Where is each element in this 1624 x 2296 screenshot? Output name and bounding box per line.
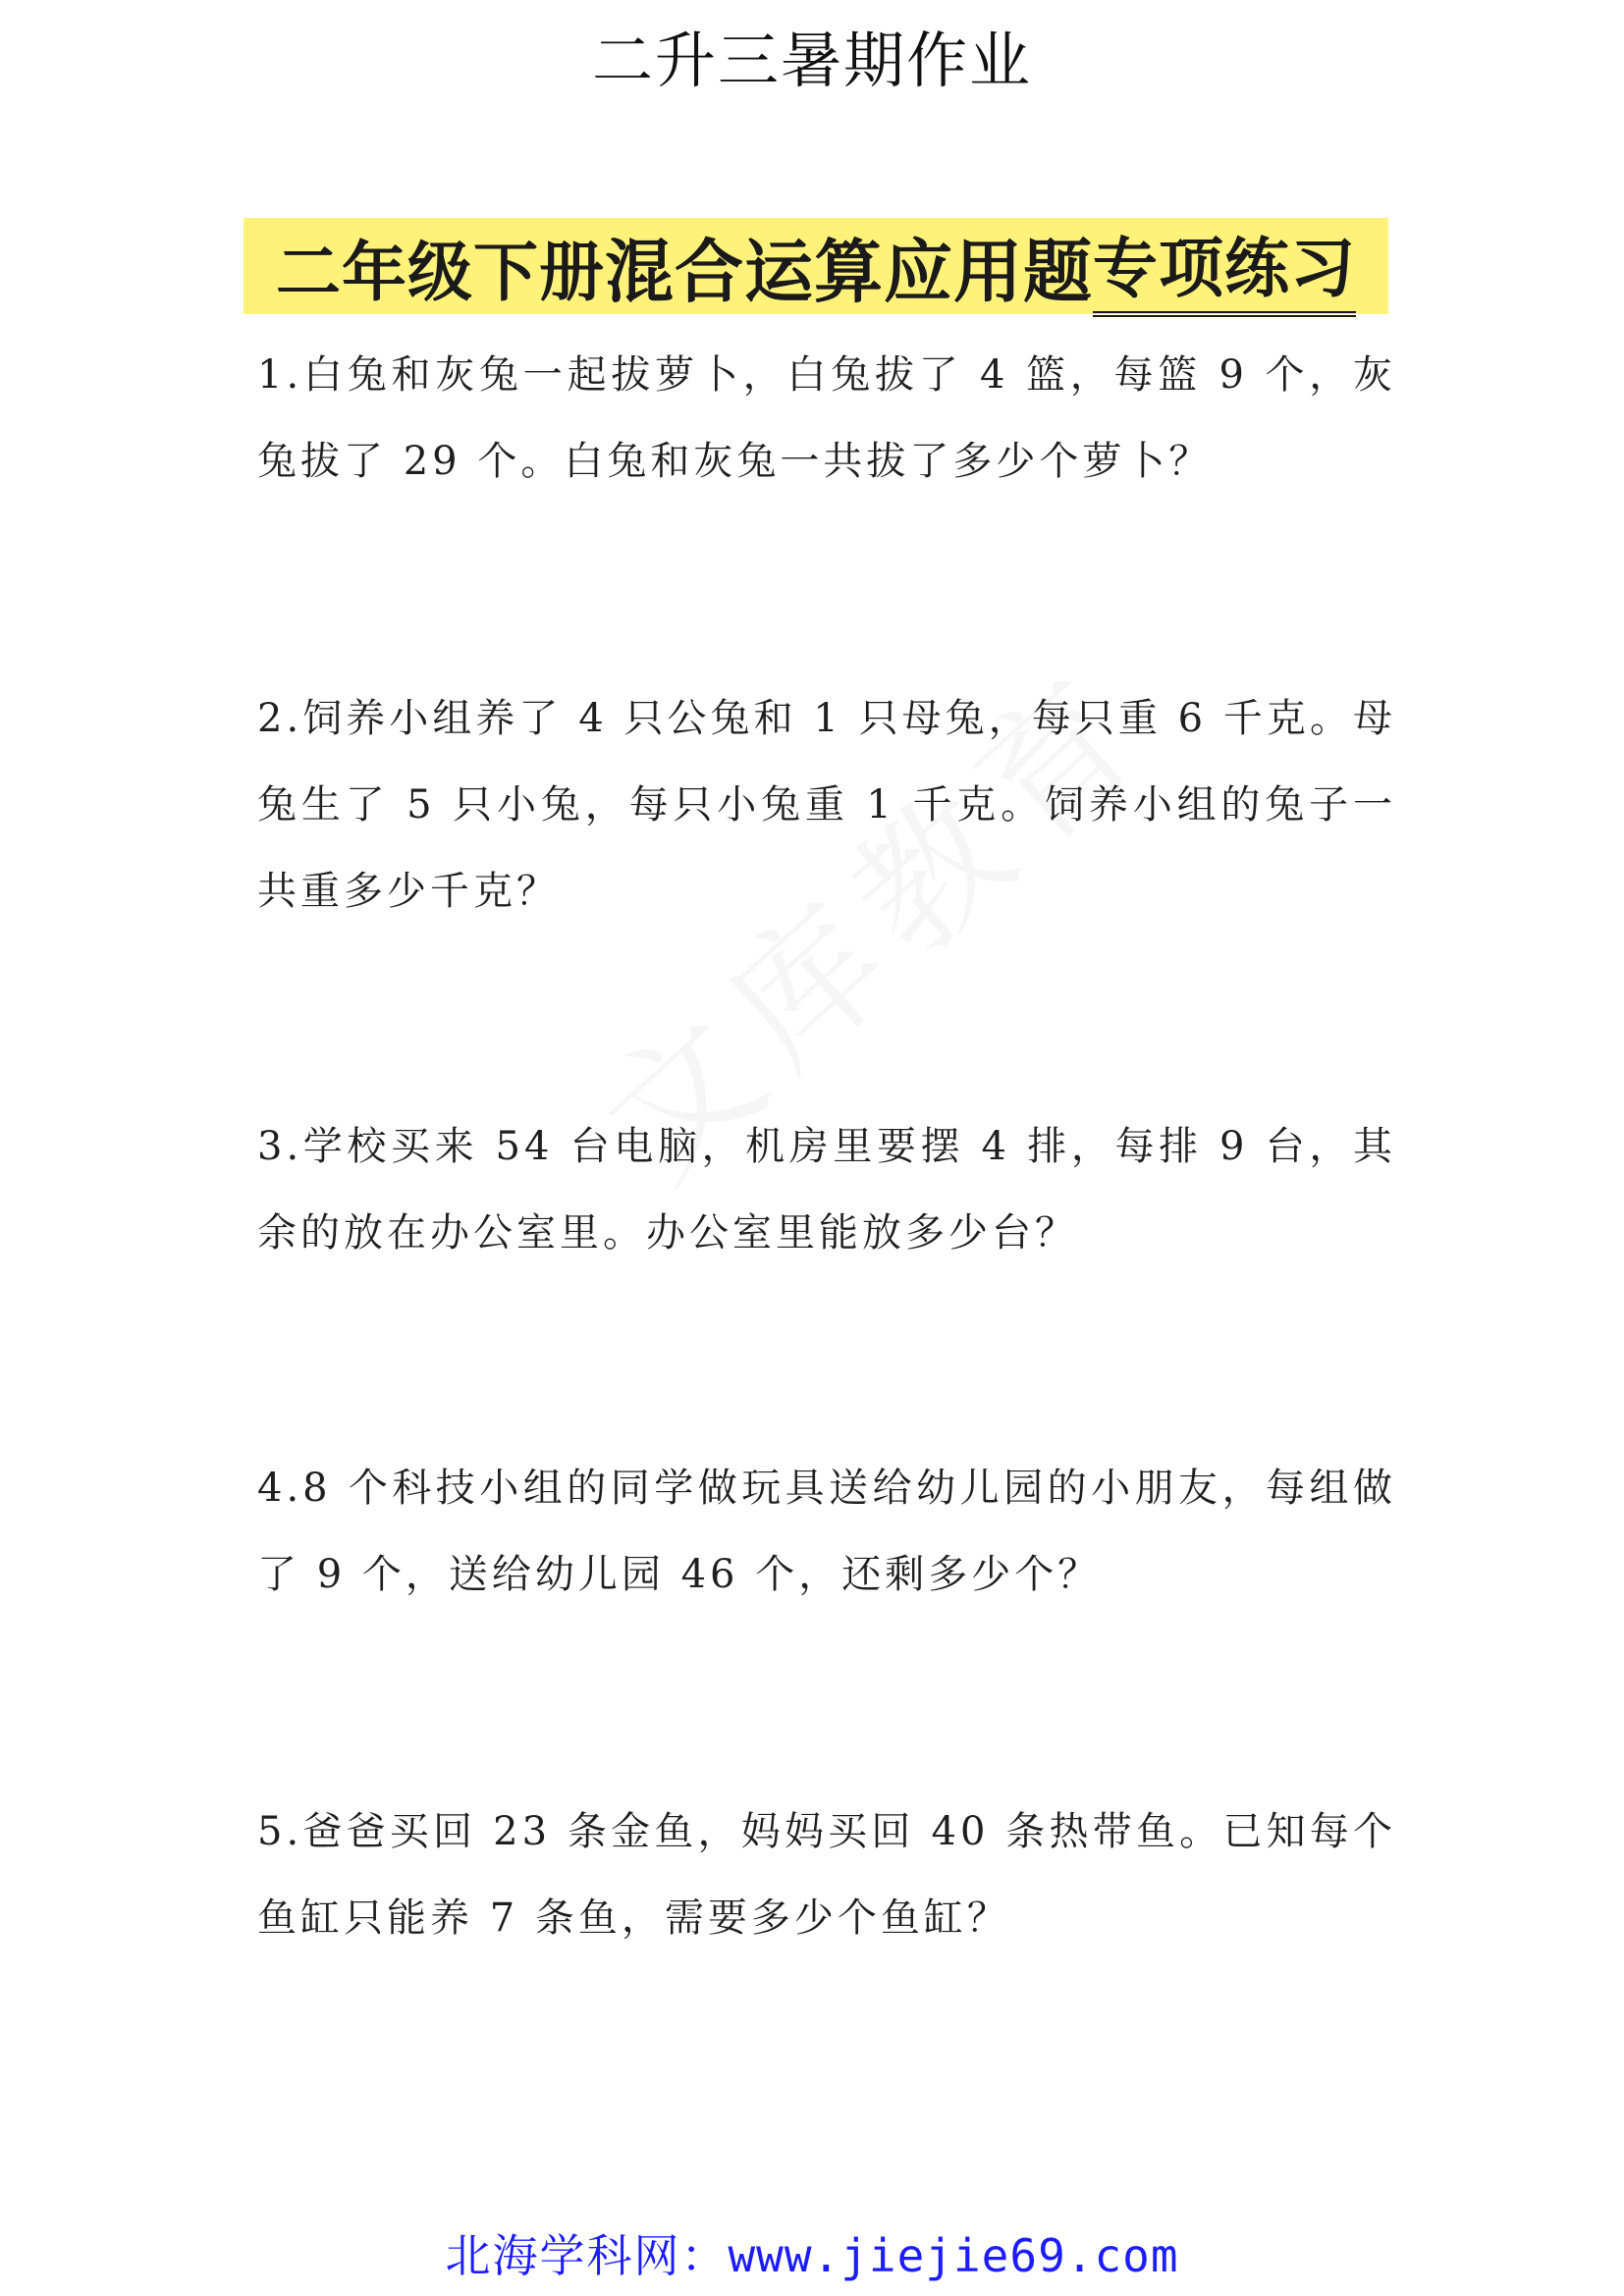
footer	[0, 2226, 1624, 2285]
question-2: 2.饲养小组养了 4 只公兔和 1 只母兔，每只重 6 千克。母兔生了 5 只小兔，每只小兔重 1 千克。饲养小组的兔子一共重多少千克？	[257, 696, 1396, 914]
footer-site-label: 北海学科网：	[445, 2229, 729, 2282]
question-3: 3.学校买来 54 台电脑，机房里要摆 4 排，每排 9 台，其余的放在办公室里。办公室里能放多少台？	[257, 1124, 1396, 1255]
worksheet-title-grade: 二年级下册	[276, 233, 605, 310]
footer-site-link[interactable]: www.jiejie69.com	[728, 2229, 1179, 2282]
question-4: 4.8 个科技小组的同学做玩具送给幼儿园的小朋友，每组做了 9 个，送给幼儿园 46 个，还剩多少个？	[257, 1466, 1396, 1597]
question-1: 1.白兔和灰兔一起拔萝卜，白兔拔了 4 篮，每篮 9 个，灰兔拔了 29 个。白兔和灰兔一共拔了多少个萝卜？	[257, 352, 1396, 484]
worksheet-title	[244, 218, 1388, 314]
question-5: 5.爸爸买回 23 条金鱼，妈妈买回 40 条热带鱼。已知每个鱼缸只能养 7 条鱼，需要多少个鱼缸？	[257, 1809, 1396, 1941]
page-title: 二升三暑期作业	[591, 25, 1032, 96]
worksheet-title-topic: 混合运算应用题	[605, 230, 1093, 312]
worksheet-title-practice: 专项练习	[1093, 216, 1356, 317]
